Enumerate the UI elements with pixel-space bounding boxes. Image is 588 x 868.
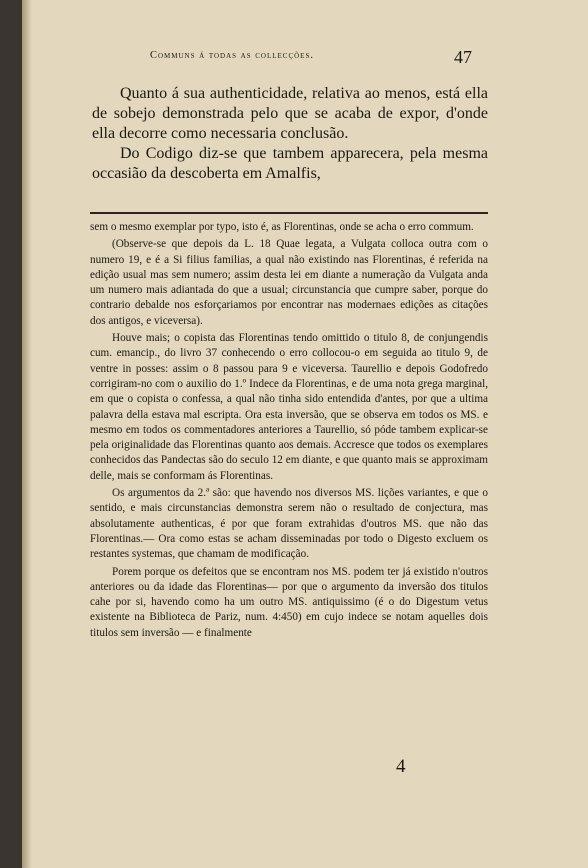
main-text: [92, 84, 488, 184]
footnote-paragraph: (Observe-se que depois da L. 18 Quae legata, a Vulgata colloca outra com o numero 19, e é a Si filius familias, a qual não existindo nas Florentinas, é referida na edição usual mas sem numero; assim desta lei em diante a numeração da Vulgata anda um numero mais adiantada do que a usual; circunstancia que cumpre saber, porque do contrario debalde nos esforçariamos por encontrar nas modernaes edições as citações dos antigos, e viceversa).: [90, 238, 488, 327]
running-header: Communs á todas as collecções.: [150, 50, 314, 61]
footnote-paragraph: Os argumentos da 2.ª são: que havendo nos diversos MS. lições variantes, e que o sentido, e mais circunstancias demonstra serem não o resultado de conjectura, mas absolutamente authenticas, é por que foram extrahidas d'outros MS. que não das Florentinas.— Ora como estas se acham disseminadas por todo o Digesto excluem os restantes systemas, que chamam de modificação.: [90, 487, 488, 561]
footnote-rule: [90, 212, 488, 214]
book-page: [22, 0, 588, 868]
main-paragraph: Do Codigo diz-se que tambem apparecera, pela mesma occasião da descoberta em Amalfis,: [92, 145, 488, 182]
footnote-paragraph: Porem porque os defeitos que se encontram nos MS. podem ter já existido n'outros anteriores ou da idade das Florentinas— por que o argumento da inversão dos titulos cahe por si, havendo como ha um outro MS. antiquissimo (é o do Digestum vetus existente na Biblioteca de Pariz, num. 4:450) em cujo indece se notam aquelles dois titulos sem inversão — e finalmente: [90, 565, 488, 639]
main-paragraph: Quanto á sua authenticidade, relativa ao menos, está ella de sobejo demonstrada pelo que se acaba de expor, d'onde ella decorre como necessaria conclusão.: [92, 85, 488, 142]
page-number: 47: [454, 47, 472, 67]
signature-mark: 4: [396, 756, 406, 777]
footnote-paragraph: sem o mesmo exemplar por typo, isto é, as Florentinas, onde se acha o erro commum.: [90, 221, 474, 233]
footnotes: [90, 220, 488, 641]
footnote-paragraph: Houve mais; o copista das Florentinas tendo omittido o titulo 8, de conjungendis cum. emancip., do livro 37 conhecendo o erro collocou-o em seguida ao titulo 9, de ventre in posses: assim o 8 passou para 9 e viceversa. Taurellio e depois Godofredo corrigiram-no com o auxilio do 1.º Indece da Florentinas, e de uma nota grega marginal, em que o copista o confessa, a qual não tinha sido entendida d'antes, por que a ultima palavra della estava mal escripta. Ora esta inversão, que se observa em todos os MS. e mesmo em todos os commentadores anteriores a Taurellio, só póde tambem explicar-se pela originalidade das Florentinas quanto aos demais. Accresce que todos os exemplares conhecidos das Pandectas são do seculo 12 em diante, e que quanto mais se approximam delle, mais se conformam ás Florentinas.: [90, 332, 488, 482]
